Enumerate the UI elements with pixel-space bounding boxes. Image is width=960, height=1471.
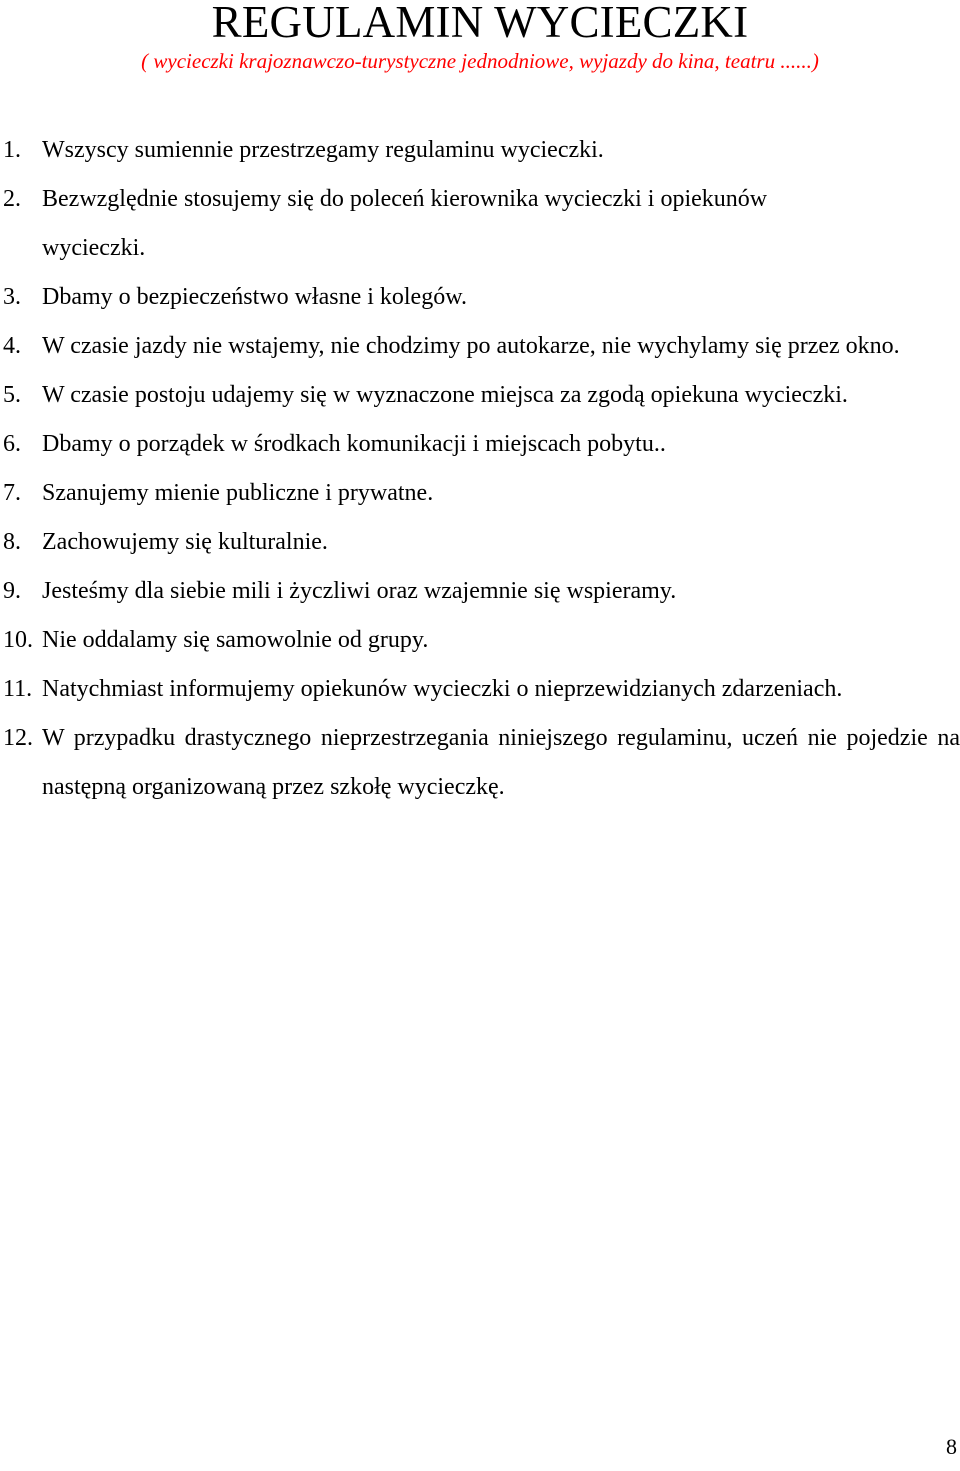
rule-text: Dbamy o bezpieczeństwo własne i kolegów. xyxy=(42,284,467,310)
list-item xyxy=(0,371,960,420)
rule-text: Dbamy o porządek w środkach komunikacji i miejscach pobytu.. xyxy=(42,431,666,457)
page-number: 8 xyxy=(946,1434,957,1459)
rule-number: 8. xyxy=(3,529,21,555)
rule-text: Jesteśmy dla siebie mili i życzliwi oraz wzajemnie się wspieramy. xyxy=(42,578,677,604)
rule-text: Wszyscy sumiennie przestrzegamy regulaminu wycieczki. xyxy=(42,137,604,163)
rule-number: 9. xyxy=(3,578,21,604)
rule-text: Nie oddalamy się samowolnie od grupy. xyxy=(42,627,429,653)
rule-number: 5. xyxy=(3,382,21,408)
rule-text: Bezwzględnie stosujemy się do poleceń kierownika wycieczki i opiekunów wycieczki. xyxy=(42,186,768,261)
list-item xyxy=(0,567,960,616)
rule-number: 4. xyxy=(3,333,21,359)
rule-number: 2. xyxy=(3,186,21,212)
list-item xyxy=(0,322,960,371)
rule-text: Zachowujemy się kulturalnie. xyxy=(42,529,328,555)
rule-text: Natychmiast informujemy opiekunów wycieczki o nieprzewidzianych zdarzeniach. xyxy=(42,676,843,702)
list-item xyxy=(0,616,960,665)
rule-text: Szanujemy mienie publiczne i prywatne. xyxy=(42,480,434,506)
rules-list xyxy=(0,126,960,812)
page-subtitle: ( wycieczki krajoznawczo-turystyczne jednodniowe, wyjazdy do kina, teatru ......) xyxy=(141,49,819,73)
rule-number: 6. xyxy=(3,431,21,457)
list-item xyxy=(0,469,960,518)
rule-text: W czasie postoju udajemy się w wyznaczone miejsca za zgodą opiekuna wycieczki. xyxy=(42,382,848,408)
list-item xyxy=(0,665,960,714)
page-title: REGULAMIN WYCIECZKI xyxy=(211,0,749,47)
list-item xyxy=(0,714,960,812)
rule-text: W czasie jazdy nie wstajemy, nie chodzimy po autokarze, nie wychylamy się przez okno. xyxy=(42,333,900,359)
rule-text: W przypadku drastycznego nieprzestrzegania niniejszego regulaminu, uczeń nie pojedzie na następną organizowaną przez szkołę wycieczkę. xyxy=(42,725,960,800)
list-item xyxy=(0,420,960,469)
rule-number: 1. xyxy=(3,137,21,163)
rule-number: 11. xyxy=(3,676,33,702)
rule-number: 7. xyxy=(3,480,21,506)
list-item xyxy=(0,518,960,567)
rule-number: 10. xyxy=(3,627,33,653)
rule-number: 12. xyxy=(3,725,33,751)
list-item xyxy=(0,126,960,175)
rule-number: 3. xyxy=(3,284,21,310)
list-item xyxy=(0,175,960,273)
list-item xyxy=(0,273,960,322)
